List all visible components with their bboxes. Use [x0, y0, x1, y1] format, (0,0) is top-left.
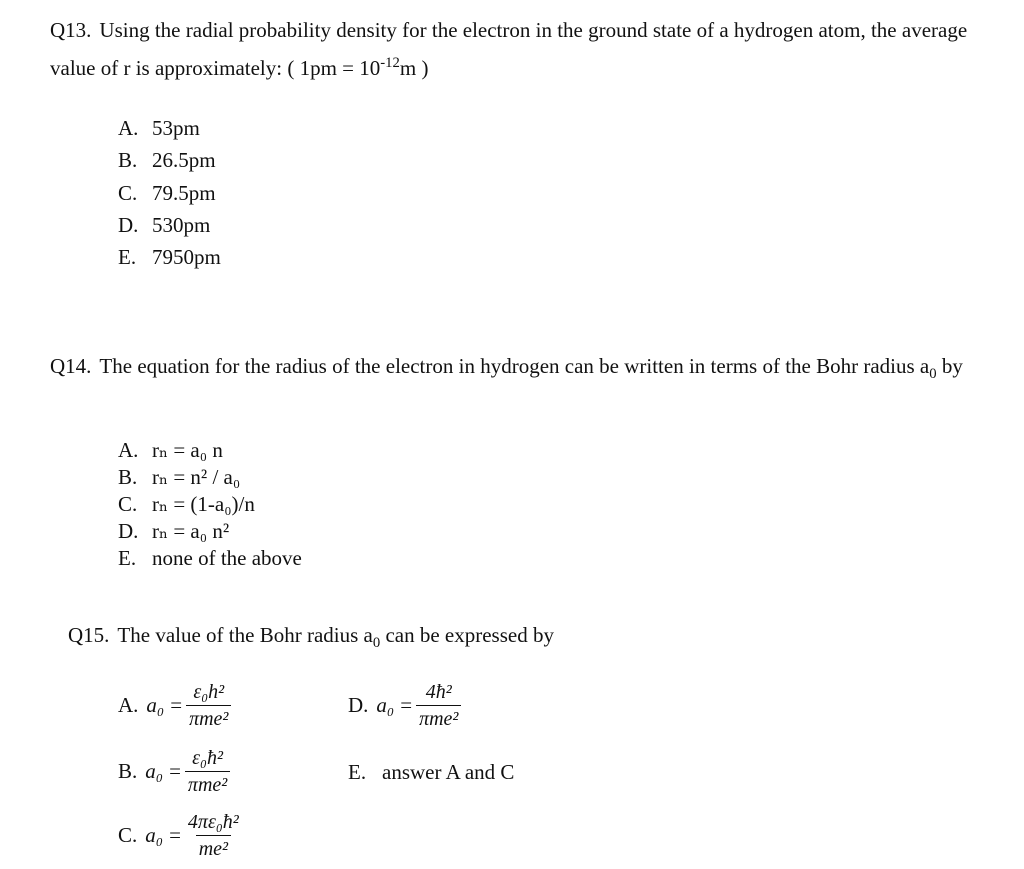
- option-text: rₙ = (1-a₀)/n: [152, 492, 255, 516]
- q15-option-c[interactable]: C. a₀ = $\frac{\text{4πε₀ħ²}}{\text{me²}}$: [118, 810, 242, 861]
- option-letter: A.: [118, 693, 139, 717]
- bohr-radius-symbol: a₀: [145, 823, 164, 847]
- option-letter: D.: [118, 519, 139, 543]
- option-text: 53pm: [152, 116, 200, 140]
- option-letter: E.: [348, 760, 367, 784]
- bohr-radius-symbol: a₀: [145, 759, 164, 783]
- q13-option-d[interactable]: [118, 209, 221, 241]
- option-letter: B.: [118, 465, 138, 489]
- q13-option-a[interactable]: [118, 112, 221, 144]
- question-15-subscript: 0: [372, 635, 381, 652]
- option-text: rₙ = n² / a₀: [152, 465, 241, 489]
- q13-option-b[interactable]: [118, 144, 221, 176]
- option-letter: A.: [118, 116, 139, 140]
- question-14: [50, 352, 970, 388]
- bohr-radius-symbol: a₀: [146, 693, 165, 717]
- q14-option-a[interactable]: [118, 437, 302, 464]
- option-text: answer A and C: [382, 760, 515, 784]
- q13-option-e[interactable]: [118, 241, 221, 273]
- q15-option-e[interactable]: [348, 760, 514, 785]
- question-13-number: Q13.: [50, 18, 92, 42]
- fraction-numerator: 4πε₀ħ²: [187, 811, 239, 833]
- fraction-denominator: πme²: [185, 771, 230, 797]
- fraction: [186, 680, 231, 731]
- option-letter: C.: [118, 492, 138, 516]
- option-text: none of the above: [152, 546, 302, 570]
- q15-option-b[interactable]: B. a₀ = $\frac{\text{ε₀ħ²}}{\text{πme²}}$: [118, 746, 230, 797]
- question-13: [50, 14, 970, 85]
- option-letter: E.: [118, 546, 137, 570]
- option-letter: E.: [118, 245, 137, 270]
- fraction: [185, 810, 242, 861]
- q15-option-d[interactable]: D. a₀ = $\frac{\text{4ħ²}}{\text{πme²}}$: [348, 680, 461, 731]
- option-text: 7950pm: [152, 245, 221, 270]
- question-13-options: [118, 112, 221, 273]
- fraction-denominator: me²: [196, 835, 231, 861]
- option-letter: D.: [348, 693, 369, 717]
- q14-option-b[interactable]: [118, 464, 302, 491]
- option-text: rₙ = a₀ n: [152, 438, 223, 462]
- option-letter: C.: [118, 180, 138, 205]
- question-14-options: [118, 437, 302, 572]
- fraction-numerator: ε₀h²: [193, 681, 225, 703]
- question-15-number: Q15.: [68, 623, 110, 647]
- fraction: [185, 746, 230, 797]
- question-13-tail: m ): [399, 56, 429, 80]
- fraction: [416, 680, 461, 731]
- question-14-tail: by: [941, 354, 963, 378]
- option-text: 79.5pm: [152, 180, 216, 205]
- fraction-numerator: 4ħ²: [425, 681, 452, 703]
- option-text: rₙ = a₀ n²: [152, 519, 230, 543]
- q14-option-c[interactable]: [118, 491, 302, 518]
- question-13-exponent: -12: [380, 55, 400, 71]
- option-letter: A.: [118, 438, 139, 462]
- question-14-text: The equation for the radius of the electron in hydrogen can be written in terms of the Bohr radius a: [99, 354, 930, 378]
- question-15-tail: can be expressed by: [385, 623, 554, 647]
- option-letter: D.: [118, 212, 139, 237]
- question-14-number: Q14.: [50, 354, 92, 378]
- q15-option-a[interactable]: A. a₀ = $\frac{\text{ε₀h²}}{\text{πme²}}$: [118, 680, 231, 731]
- fraction-denominator: πme²: [186, 705, 231, 731]
- q13-option-c[interactable]: [118, 177, 221, 209]
- question-14-subscript: 0: [929, 366, 937, 383]
- option-letter: C.: [118, 823, 138, 847]
- q14-option-d[interactable]: [118, 518, 302, 545]
- option-text: 530pm: [152, 212, 211, 237]
- question-15: [68, 620, 988, 658]
- question-15-text: The value of the Bohr radius a: [117, 623, 373, 647]
- fraction-numerator: ε₀ħ²: [192, 747, 224, 769]
- q14-option-e[interactable]: [118, 545, 302, 572]
- fraction-denominator: πme²: [416, 705, 461, 731]
- option-letter: B.: [118, 148, 138, 173]
- bohr-radius-symbol: a₀: [376, 693, 395, 717]
- question-13-text: Using the radial probability density for the electron in the ground state of a hydrogen atom, the average value of r is approximately: ( 1pm = 10: [50, 18, 968, 80]
- option-letter: B.: [118, 759, 138, 783]
- option-text: 26.5pm: [152, 148, 216, 173]
